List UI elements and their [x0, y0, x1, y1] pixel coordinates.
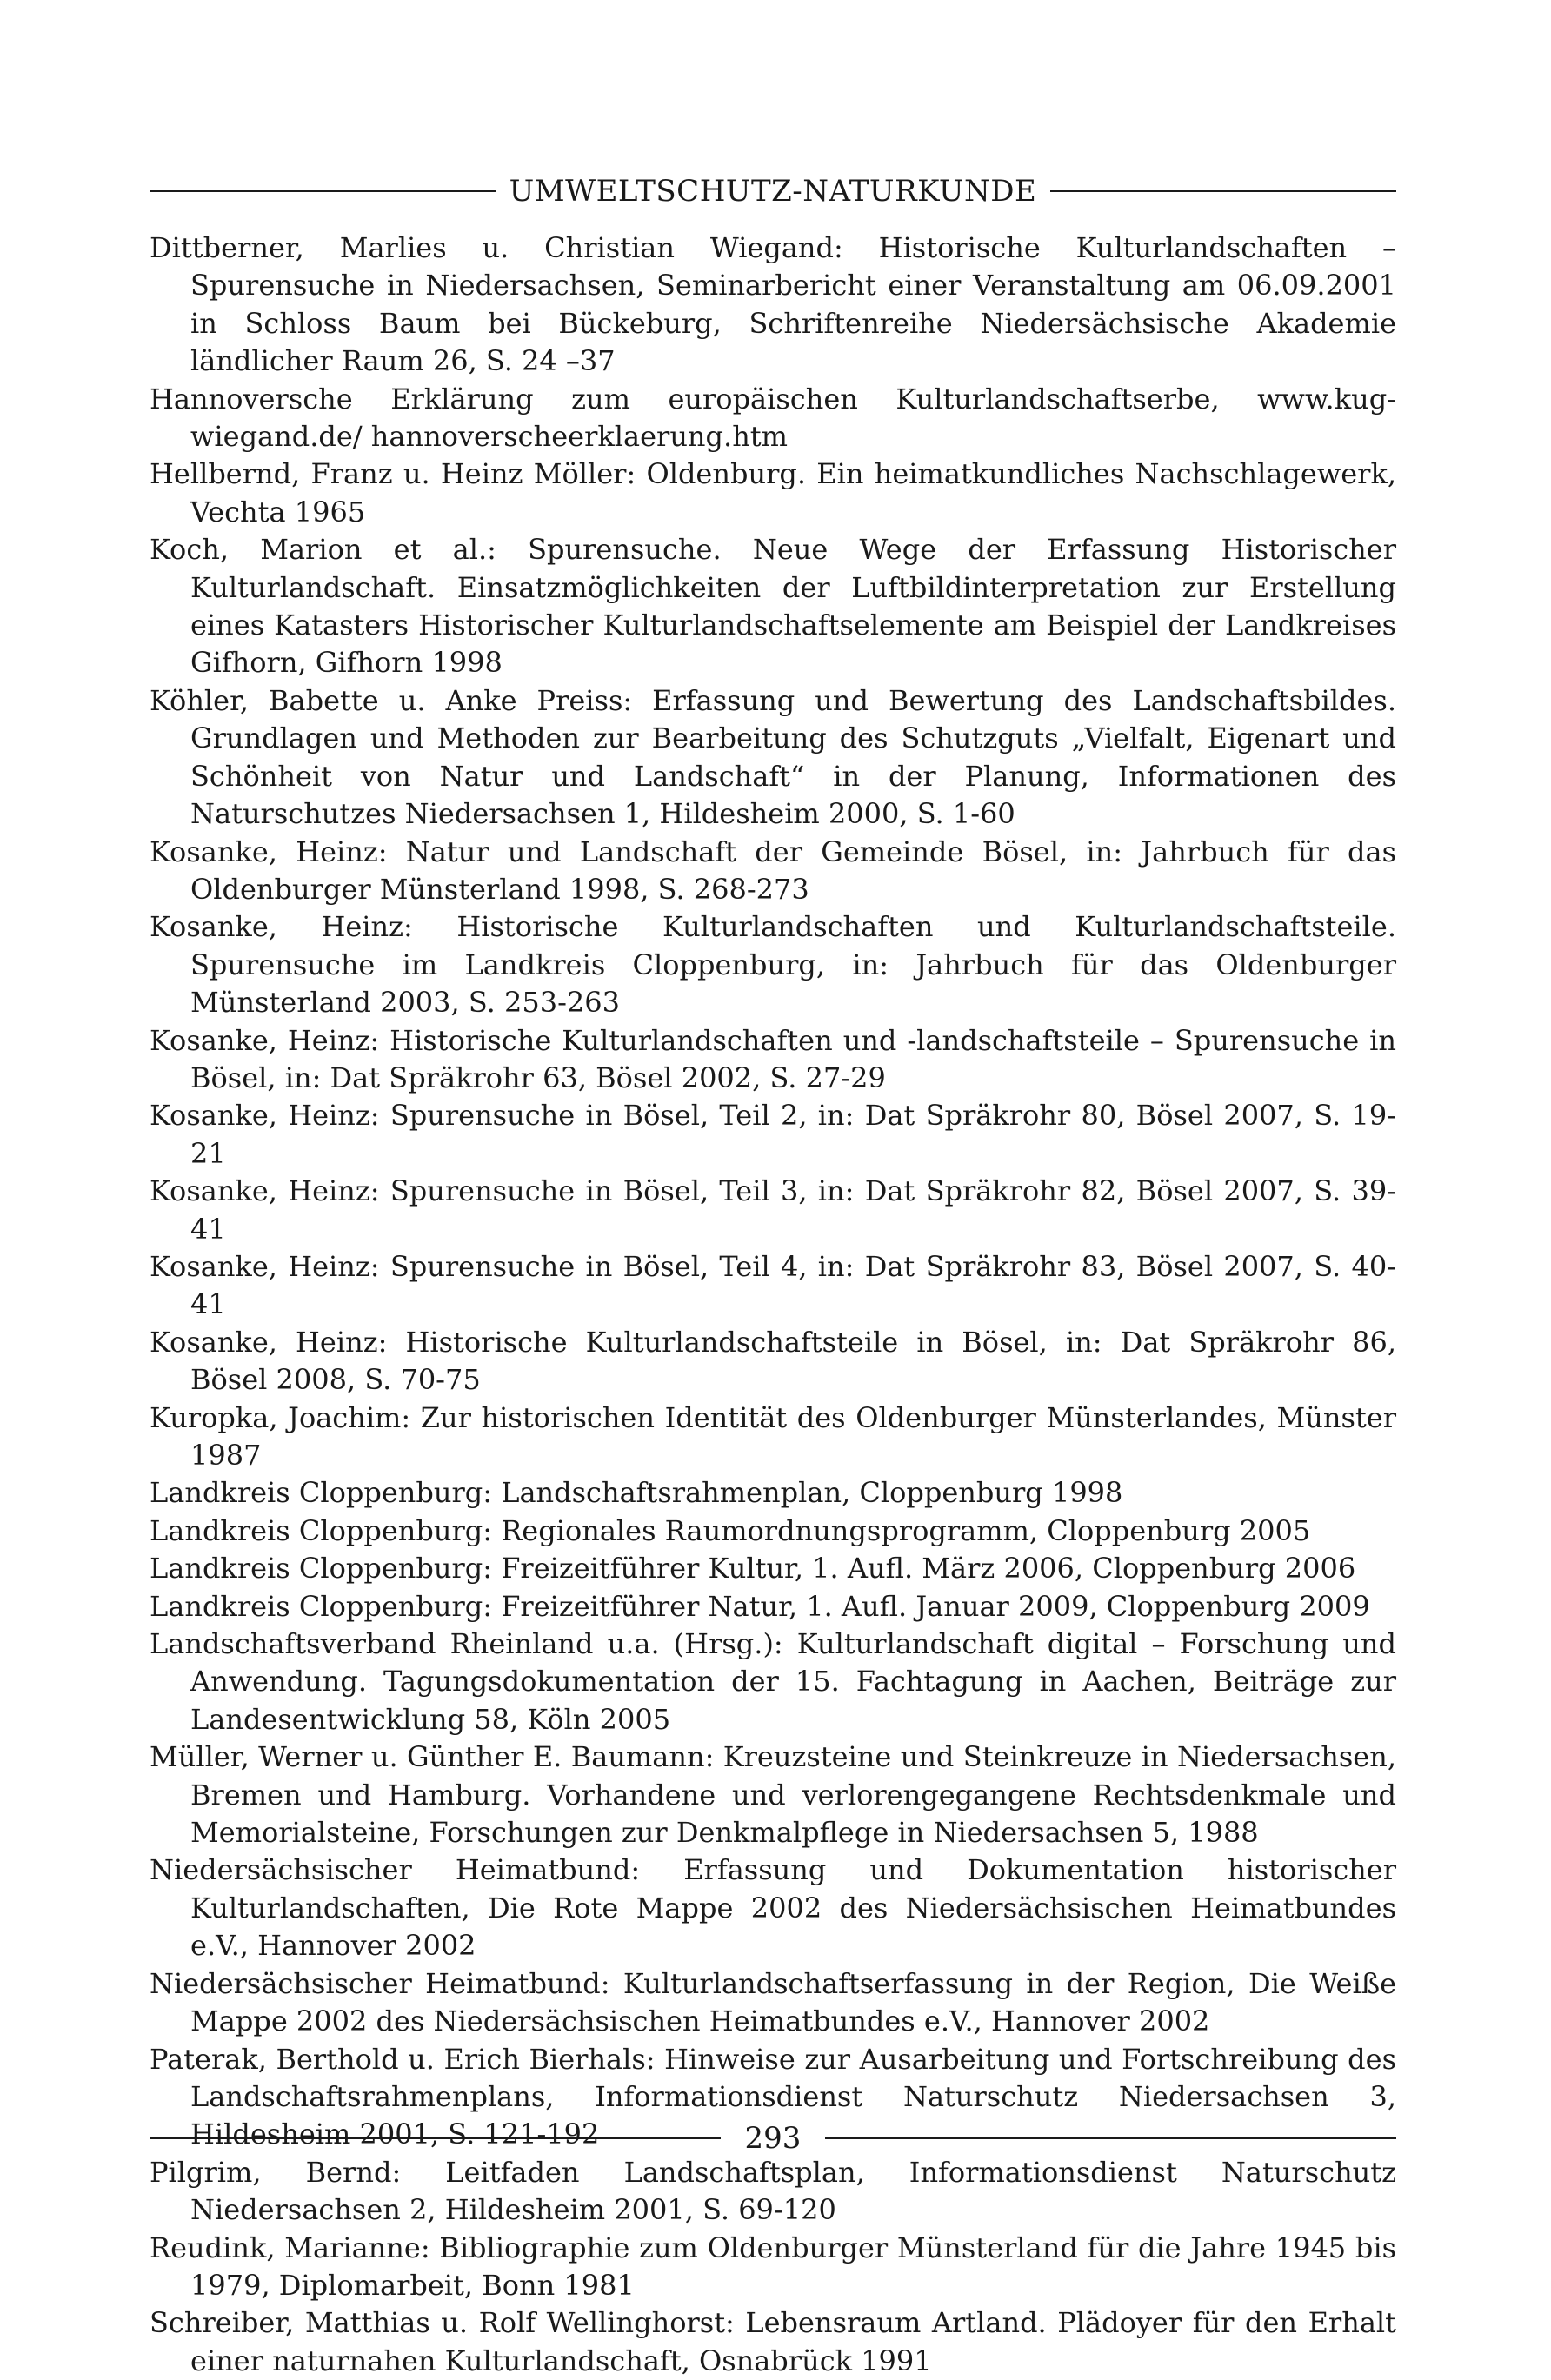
- running-header: [150, 170, 1396, 212]
- bibliography-entry: Kosanke, Heinz: Historische Kulturlandschaften und -landschaftsteile – Spurensuche in Bösel, in: Dat Spräkrohr 63, Bösel 2002, S. 27-29: [150, 1023, 1396, 1094]
- bibliography-entry: Paterak, Berthold u. Erich Bierhals: Hinweise zur Ausarbeitung und Fortschreibung des Landschaftsrahmenplans, Informationsdienst Naturschutz Niedersachsen 3, Hildesheim 2001, S. 121-192: [150, 2042, 1396, 2151]
- bibliography-entry: Landkreis Cloppenburg: Landschaftsrahmenplan, Cloppenburg 1998: [150, 1476, 1123, 1510]
- bibliography-entry: Köhler, Babette u. Anke Preiss: Erfassung und Bewertung des Landschaftsbildes. Grundlagen und Methoden zur Bearbeitung des Schutzguts „Vielfalt, Eigenart und Schönheit von Natur und Landschaft“ in der Planung, Informationen des Naturschutzes Niedersachsen 1, Hildesheim 2000, S. 1-60: [150, 683, 1396, 831]
- bibliography-entry: Kosanke, Heinz: Spurensuche in Bösel, Teil 3, in: Dat Spräkrohr 82, Bösel 2007, S. 39-41: [150, 1174, 1396, 1246]
- bibliography-entry: Müller, Werner u. Günther E. Baumann: Kreuzsteine und Steinkreuze in Niedersachsen, Bremen und Hamburg. Vorhandene und verlorengegangene Rechtsdenkmale und Memorialsteine, Forschungen zur Denkmalpflege in Niedersachsen 5, 1988: [150, 1740, 1396, 1850]
- bibliography-entry: Koch, Marion et al.: Spurensuche. Neue Wege der Erfassung Historischer Kulturlandschaft. Einsatzmöglichkeiten der Luftbildinterpretation zur Erstellung eines Katasters Historischer Kulturlandschaftselemente am Beispiel der Landkreises Gifhorn, Gifhorn 1998: [150, 533, 1396, 680]
- bibliography-entry: Pilgrim, Bernd: Leitfaden Landschaftsplan, Informationsdienst Naturschutz Niedersachsen 2, Hildesheim 2001, S. 69-120: [150, 2155, 1396, 2227]
- bibliography-entry: Kosanke, Heinz: Natur und Landschaft der Gemeinde Bösel, in: Jahrbuch für das Oldenburger Münsterland 1998, S. 268-273: [150, 834, 1396, 906]
- bibliography-entry: Kosanke, Heinz: Historische Kulturlandschaftsteile in Bösel, in: Dat Spräkrohr 86, Bösel 2008, S. 70-75: [150, 1325, 1396, 1397]
- bibliography-list: [150, 229, 1396, 2380]
- bibliography-entry: Reudink, Marianne: Bibliographie zum Oldenburger Münsterland für die Jahre 1945 bis 1979, Diplomarbeit, Bonn 1981: [150, 2230, 1396, 2302]
- bibliography-entry: Kosanke, Heinz: Spurensuche in Bösel, Teil 2, in: Dat Spräkrohr 80, Bösel 2007, S. 19-21: [150, 1099, 1396, 1170]
- section-title: UMWELTSCHUTZ-NATURKUNDE: [509, 174, 1037, 209]
- bibliography-entry: Schreiber, Matthias u. Rolf Wellinghorst: Lebensraum Artland. Plädoyer für den Erhalt einer naturnahen Kulturlandschaft, Osnabrück 1991: [150, 2306, 1396, 2377]
- bibliography-entry: Dittberner, Marlies u. Christian Wiegand: Historische Kulturlandschaften – Spurensuche in Niedersachsen, Seminarbericht einer Veranstaltung am 06.09.2001 in Schloss Baum bei Bückeburg, Schriftenreihe Niedersächsische Akademie ländlicher Raum 26, S. 24 –37: [150, 231, 1396, 378]
- bibliography-entry: Hannoversche Erklärung zum europäischen Kulturlandschaftserbe, www.kug-wiegand.de/ hannoverscheerklaerung.htm: [150, 382, 1396, 454]
- bibliography-entry: Niedersächsischer Heimatbund: Kulturlandschaftserfassung in der Region, Die Weiße Mappe 2002 des Niedersächsischen Heimatbundes e.V., Hannover 2002: [150, 1966, 1396, 2038]
- bibliography-entry: Kuropka, Joachim: Zur historischen Identität des Oldenburger Münsterlandes, Münster 1987: [150, 1400, 1396, 1472]
- bibliography-entry: Landschaftsverband Rheinland u.a. (Hrsg.): Kulturlandschaft digital – Forschung und Anwendung. Tagungsdokumentation der 15. Fachtagung in Aachen, Beiträge zur Landesentwicklung 58, Köln 2005: [150, 1627, 1396, 1736]
- bibliography-entry: Landkreis Cloppenburg: Regionales Raumordnungsprogramm, Cloppenburg 2005: [150, 1513, 1311, 1547]
- page-number: 293: [744, 2121, 802, 2156]
- page-footer: [150, 2117, 1396, 2159]
- header-rule-right: [1050, 190, 1396, 192]
- bibliography-entry: Kosanke, Heinz: Spurensuche in Bösel, Teil 4, in: Dat Spräkrohr 83, Bösel 2007, S. 40-41: [150, 1249, 1396, 1321]
- footer-rule-left: [150, 2137, 721, 2139]
- bibliography-entry: Kosanke, Heinz: Historische Kulturlandschaften und Kulturlandschaftsteile. Spurensuche im Landkreis Cloppenburg, in: Jahrbuch für das Oldenburger Münsterland 2003, S. 253-263: [150, 910, 1396, 1020]
- bibliography-entry: Niedersächsischer Heimatbund: Erfassung und Dokumentation historischer Kulturlandschaften, Die Rote Mappe 2002 des Niedersächsischen Heimatbundes e.V., Hannover 2002: [150, 1853, 1396, 1963]
- bibliography-entry: Hellbernd, Franz u. Heinz Möller: Oldenburg. Ein heimatkundliches Nachschlagewerk, Vechta 1965: [150, 457, 1396, 529]
- bibliography-entry: Landkreis Cloppenburg: Freizeitführer Natur, 1. Aufl. Januar 2009, Cloppenburg 2009: [150, 1589, 1370, 1623]
- bibliography-entry: Landkreis Cloppenburg: Freizeitführer Kultur, 1. Aufl. März 2006, Cloppenburg 2006: [150, 1552, 1356, 1586]
- header-rule-left: [150, 190, 496, 192]
- footer-rule-right: [825, 2137, 1396, 2139]
